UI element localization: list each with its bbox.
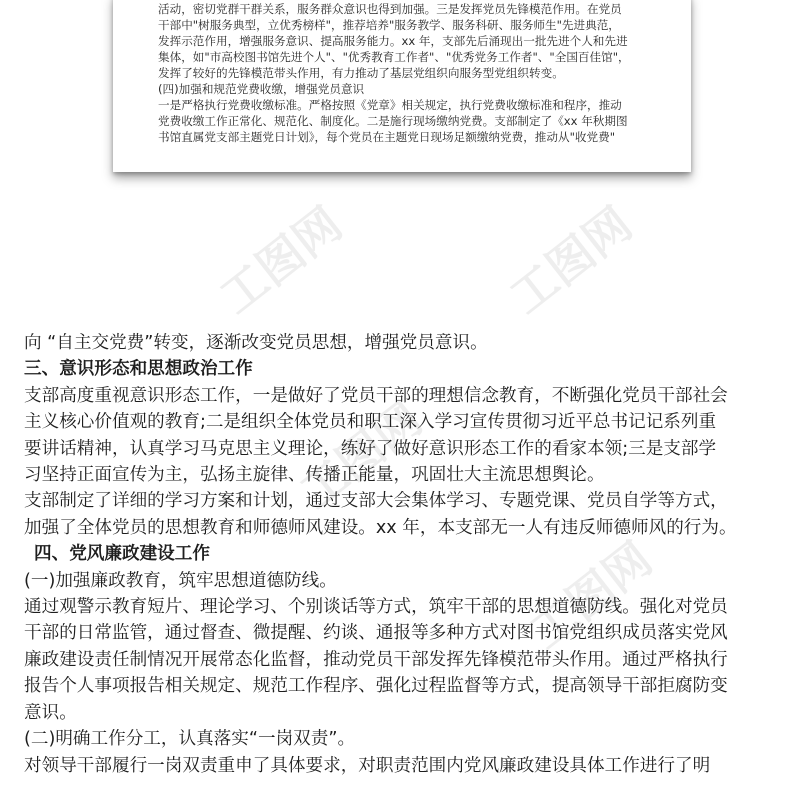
document-body bbox=[24, 330, 784, 779]
paragraph-line: 要讲话精神，认真学习马克思主义理论，练好了做好意识形态工作的看家本领;三是支部学 bbox=[24, 438, 717, 459]
preview-line: 活动，密切党群干群关系，服务群众意识也得到加强。三是发挥党员先锋模范作用。在党员 bbox=[158, 2, 622, 16]
paragraph-line: 干部的日常监管，通过督查、微提醒、约谈、通报等多种方式对图书馆党组织成员落实党风 bbox=[24, 623, 728, 644]
preview-area bbox=[0, 0, 800, 300]
preview-line: 一是严格执行党费收缴标准。严格按照《党章》相关规定，执行党费收缴标准和程序，推动 bbox=[158, 98, 622, 112]
watermark: 工图网 bbox=[289, 391, 432, 520]
paragraph-line: 支部高度重视意识形态工作，一是做好了党员干部的理想信念教育，不断强化党员干部社会 bbox=[24, 385, 728, 406]
subsection-heading: (二)明确工作分工，认真落实“一岗双责”。 bbox=[24, 729, 356, 750]
preview-text bbox=[158, 0, 658, 145]
preview-line: 书馆直属党支部主题党日计划》，每个党员在主题党日现场足额缴纳党费，推动从"收党费" bbox=[158, 130, 616, 144]
preview-line: 集体，如"市高校图书馆先进个人"、"优秀教育工作者"、"优秀党务工作者"、"全国百佳馆"， bbox=[158, 50, 630, 64]
paragraph-line: 意识。 bbox=[24, 702, 77, 723]
paragraph-line: 支部制定了详细的学习方案和计划，通过支部大会集体学习、专题党课、党员自学等方式， bbox=[24, 491, 728, 512]
preview-line: 发挥了较好的先锋模范带头作用，有力推动了基层党组织向服务型党组织转变。 bbox=[158, 66, 564, 80]
watermark: 工图网 bbox=[519, 531, 662, 660]
paragraph-line: 廉政建设责任制情况开展常态化监督，推动党员干部发挥先锋模范带头作用。通过严格执行 bbox=[24, 649, 728, 670]
document-preview-card bbox=[113, 0, 691, 172]
paragraph-line: 习坚持正面宣传为主，弘扬主旋律、传播正能量，巩固壮大主流思想舆论。 bbox=[24, 465, 605, 486]
paragraph-line: 加强了全体党员的思想教育和师德师风建设。xx 年，本支部无一人有违反师德师风的行为。 bbox=[24, 517, 737, 538]
section-heading: 三、意识形态和思想政治工作 bbox=[24, 359, 253, 380]
paragraph-line: 对领导干部履行一岗双责重申了具体要求，对职责范围内党风廉政建设具体工作进行了明 bbox=[24, 755, 711, 776]
preview-line: 党费收缴工作正常化、规范化、制度化。二是施行现场缴纳党费。支部制定了《xx 年秋期图 bbox=[158, 114, 628, 128]
preview-line: 发挥示范作用，增强服务意识、提高服务能力。xx 年，支部先后涌现出一批先进个人和先进 bbox=[158, 34, 628, 48]
preview-line: (四)加强和规范党费收缴，增强党员意识 bbox=[158, 82, 365, 96]
paragraph-line: 主义核心价值观的教育;二是组织全体党员和职工深入学习宣传贯彻习近平总书记记系列重 bbox=[24, 412, 717, 433]
subsection-heading: (一)加强廉政教育，筑牢思想道德防线。 bbox=[24, 570, 337, 591]
preview-line: 干部中"树服务典型，立优秀榜样"，推荐培养"服务教学、服务科研、服务师生"先进典范， bbox=[158, 18, 620, 32]
paragraph-line: 通过观警示教育短片、理论学习、个别谈话等方式，筑牢干部的思想道德防线。强化对党员 bbox=[24, 597, 728, 618]
section-heading: 四、党风廉政建设工作 bbox=[34, 544, 210, 565]
paragraph-line: 报告个人事项报告相关规定、规范工作程序、强化过程监督等方式，提高领导干部拒腐防变 bbox=[24, 676, 728, 697]
paragraph-line: 向 “自主交党费”转变，逐渐改变党员思想，增强党员意识。 bbox=[24, 333, 488, 353]
